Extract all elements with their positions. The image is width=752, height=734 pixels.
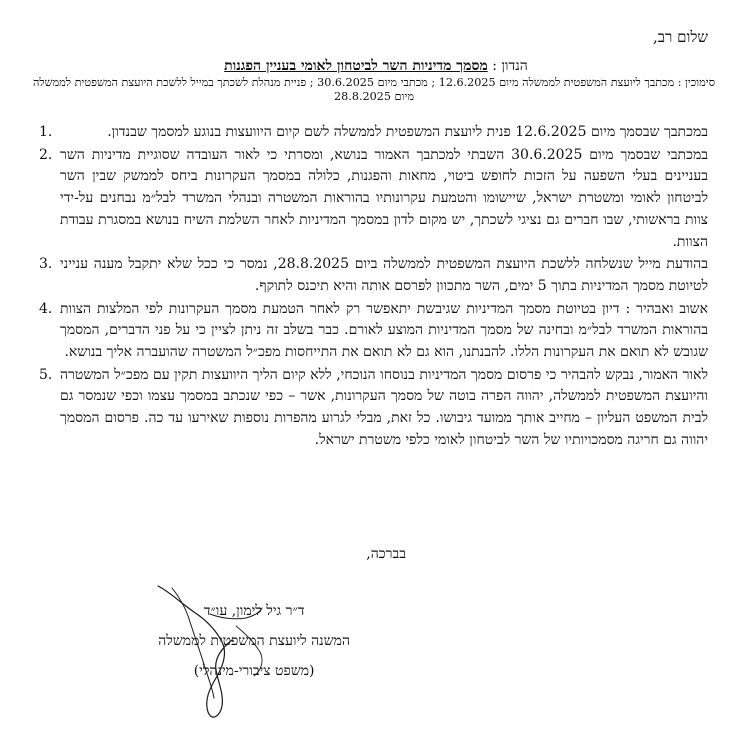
- paragraph-number: 2.: [39, 146, 53, 163]
- paragraph-text: במכתבי שבסמך מיום 30.6.2025 השבתי למכתבך האמור בנושא, ומסרתי כי לאור העובדה שסוגיית מדיניות השר בעניינים בעלי השפעה על הזכות לחופש ביטוי, מחאות והפגנות, כלולה במסמך העקרונות ביחס לממשק שבין השר לביטחון לאומי ומשטרת ישראל, שיישומו והטמעת עקרונותיו בהוראות המשטרה ובנהלי המשרד לבל״מ נבחנים על-ידי צוות בראשותי, שבו חברים גם נציגי לשכתך, יש מקום לדון במסמך המדיניות לאחר השלמת השיח בנושא במסגרת עבודת הצוות.: [60, 146, 708, 250]
- paragraph-4: [40, 299, 708, 364]
- signatory-department: (משפט ציבורי-מינהלי): [193, 663, 315, 679]
- signature-block: [158, 596, 350, 686]
- paragraph-number: 4.: [39, 300, 53, 317]
- paragraph-text: במכתבך שבסמך מיום 12.6.2025 פנית ליועצת המשפטית לממשלה לשם קיום היוועצות בנוגע למסמך שבנדון.: [107, 124, 708, 140]
- paragraph-3: [40, 254, 708, 297]
- references: סימוכין : מכתבך ליועצת המשפטית לממשלה מיום 12.6.2025 ; מכתבי מיום 30.6.2025 ; פניית מנהלת לשכתך במייל ללשכת היועצת המשפטית לממשלה מיום 28.8.2025: [32, 76, 716, 103]
- paragraph-2: [40, 145, 708, 254]
- paragraph-text: בהודעת מייל שנשלחה ללשכת היועצת המשפטית לממשלה ביום 28.8.2025, נמסר כי ככל שלא יתקבל מענה ענייני לטיוטת מסמך המדיניות בתוך 5 ימים, השר מתכוון לפרסם אותה והיא תיכנס לתוקף.: [60, 256, 708, 294]
- paragraph-text: לאור האמור, נבקש להבהיר כי פרסום מסמך המדיניות בנוסחו הנוכחי, ללא קיום הליך היוועצות תקין עם מפכ״ל המשטרה והיועצת המשפטית לממשלה, יהווה הפרה בוטה של מסמך העקרונות, אשר – כפי שנכתב במסמך עצמו וכפי שנמסר גם לבית המשפט העליון – מחייב אותך ממועד גיבושו. כל זאת, מבלי לגרוע מהפרות נוספות שאירעו עד כה. פרסום המסמך יהווה גם חריגה מסמכויותיו של השר לביטחון לאומי כלפי משטרת ישראל.: [60, 366, 708, 448]
- greeting: שלום רב,: [653, 28, 708, 46]
- signatory-title: המשנה ליועצת המשפטית לממשלה: [158, 633, 350, 649]
- closing: בברכה,: [366, 546, 406, 562]
- paragraph-number: 1.: [39, 124, 53, 140]
- paragraph-1: [40, 122, 708, 144]
- paragraph-text: אשוב ואבהיר : דיון בטיוטת מסמך המדיניות שגיבשת יתאפשר רק לאחר הטמעת מסמך העקרונות לפי המלצות הצוות בהוראות המשרד לבל״מ ובחינה של מסמך המדיניות המוצע לאורם. כבר בשלב זה ניתן לציין כי על פני הדברים, המסמך שגובש לא תואם את העקרונות הללו. להבנתנו, הוא גם לא תואם את התייחסות מפכ״ל המשטרה שהועברה אליך בנושא.: [60, 300, 708, 361]
- letter-body: [40, 122, 708, 453]
- paragraph-5: [40, 365, 708, 452]
- signatory-name: ד״ר גיל לימון, עו״ד: [203, 603, 305, 619]
- paragraph-number: 5.: [39, 366, 53, 383]
- subject-line: [40, 58, 712, 75]
- subject-prefix: הנדון :: [487, 58, 528, 74]
- paragraph-number: 3.: [39, 256, 53, 273]
- subject-title: מסמך מדיניות השר לביטחון לאומי בעניין הפגנות: [224, 58, 488, 74]
